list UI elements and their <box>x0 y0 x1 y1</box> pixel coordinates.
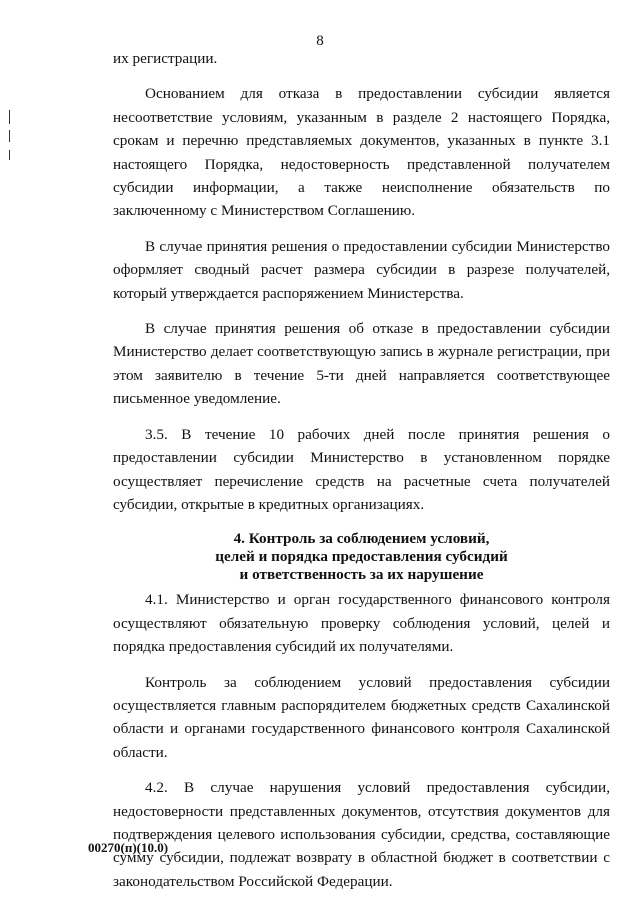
section-heading-line: целей и порядка предоставления субсидий <box>215 548 508 566</box>
paragraph: Контроль за соблюдением условий предоставления субсидии осуществляется главным распорядителем бюджетных средств Сахалинской области и органами государственного финансового контроля Сахалинской области. <box>113 673 610 761</box>
paragraph: В случае принятия решения о предоставлении субсидии Министерство оформляет сводный расчет размера субсидии в разрезе получателей, который утверждается распоряжением Министерства. <box>113 237 610 302</box>
page-number: 8 <box>316 33 324 49</box>
section-heading-line: 4. Контроль за соблюдением условий, <box>233 530 490 548</box>
paragraph: 4.2. В случае нарушения условий предоставления субсидии, недостоверности представленных документов, отсутствия документов для подтверждения целевого использования субсидии, средства, составляющие сумму субсидии, подлежат возврату в областной бюджет в соответствии с законодательством Российской Федерации. <box>113 779 610 890</box>
paragraph: их регистрации. <box>113 50 218 67</box>
paragraph: 4.1. Министерство и орган государственного финансового контроля осуществляют обязательную проверку соблюдения условий, целей и порядка предоставления субсидий их получателями. <box>113 591 610 656</box>
paragraph: В случае принятия решения об отказе в предоставлении субсидии Министерство делает соответствующую запись в журнале регистрации, при этом заявителю в течение 5-ти дней направляется соответствующее письменное уведомление. <box>113 320 610 408</box>
paragraph: Основанием для отказа в предоставлении субсидии является несоответствие условиям, указанным в разделе 2 настоящего Порядка, срокам и перечню представляемых документов, указанных в пункте 3.1 настоящего Порядка, недостоверность представленной получателем субсидии информации, а также неисполнение обязательств по заключенному с Министерством Соглашению. <box>113 85 610 220</box>
document-code: 00270(п)(10.0) <box>88 840 169 855</box>
paragraph: 3.5. В течение 10 рабочих дней после принятия решения о предоставлении субсидии Министерство в установленном порядке осуществляет перечисление средств на расчетные счета получателей субсидии, открытые в кредитных организациях. <box>113 425 610 513</box>
margin-mark <box>9 150 10 160</box>
document-body <box>113 47 610 893</box>
margin-mark <box>9 110 10 124</box>
section-heading <box>113 530 610 584</box>
margin-mark <box>9 130 10 142</box>
section-heading-line: и ответственность за их нарушение <box>239 566 484 584</box>
